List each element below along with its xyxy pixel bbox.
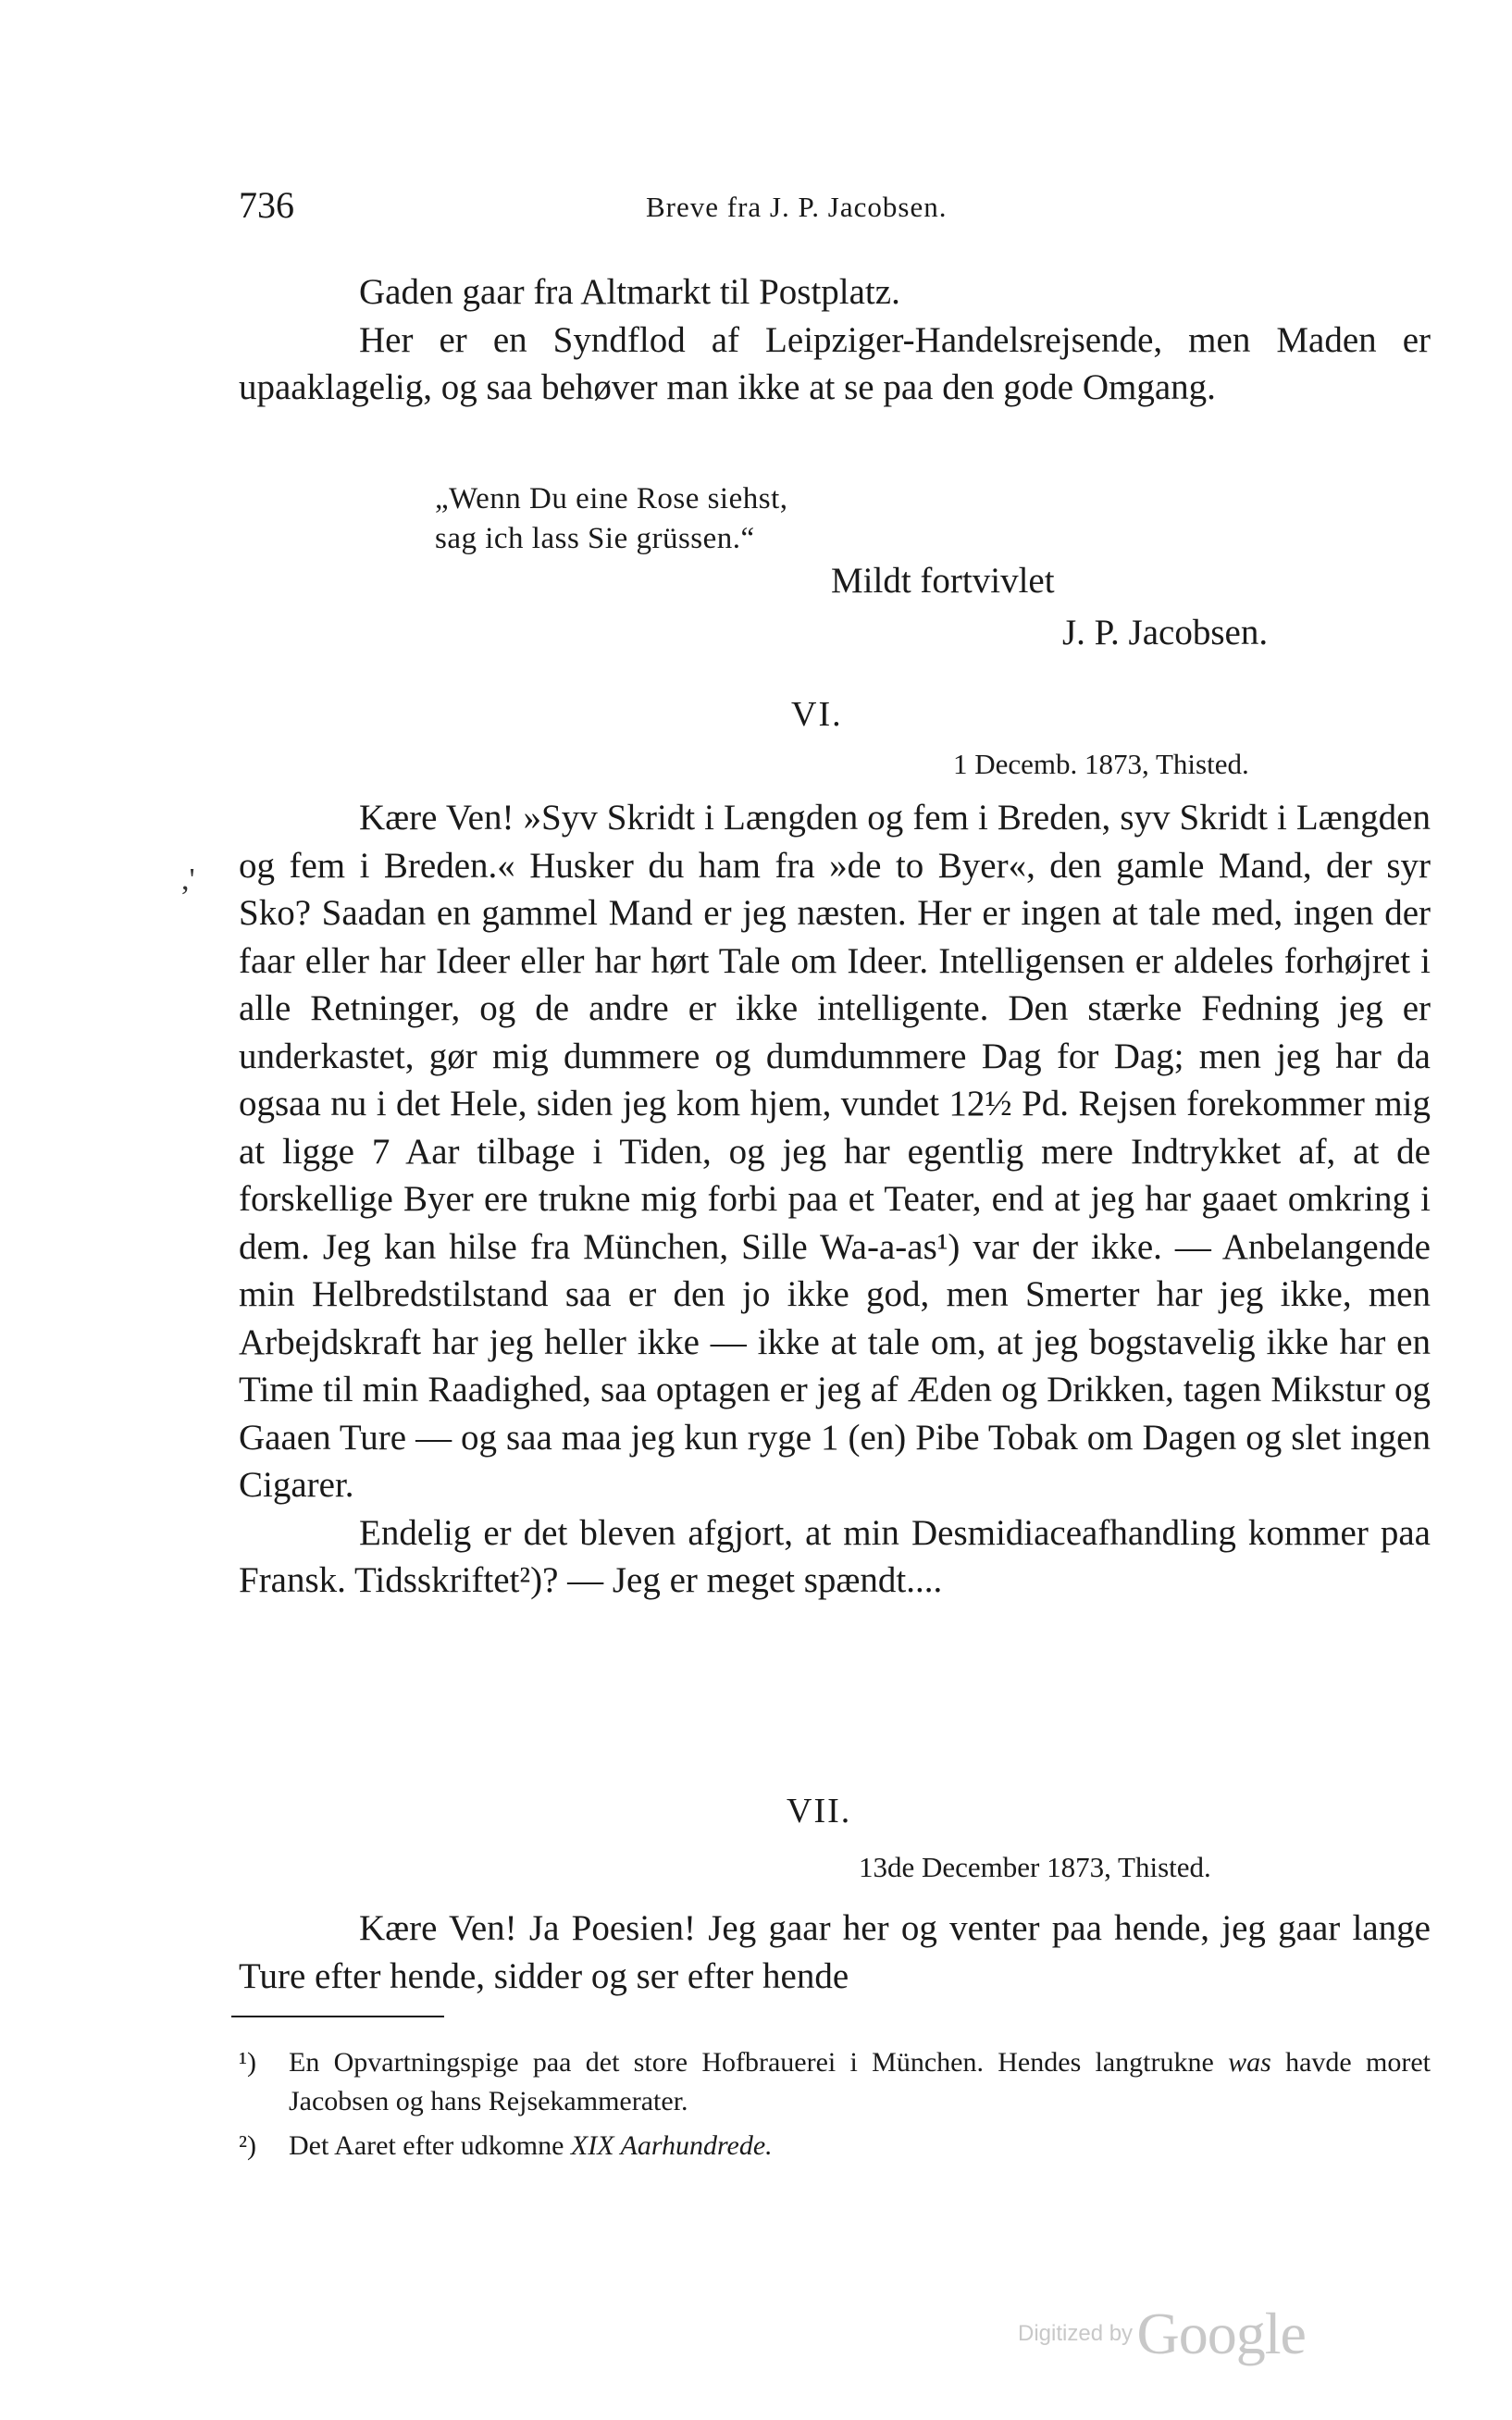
- margin-pencil-mark: ,': [181, 863, 195, 897]
- paragraph: Gaden gaar fra Altmarkt til Postplatz.: [359, 272, 900, 312]
- dateline-vii: 13de December 1873, Thisted.: [859, 1851, 1211, 1883]
- footnote-emphasis: was: [1228, 2047, 1271, 2078]
- footnotes: [231, 2043, 1431, 2171]
- footnote-marker: ¹): [239, 2047, 256, 2078]
- verse-line: sag ich lass Sie grüssen.“: [435, 522, 755, 555]
- paragraph: Her er en Syndflod af Leipziger-Handelsrejsende, men Maden er upaaklagelig, og saa behøver man ikke at se paa den gode Omgang.: [239, 319, 1431, 407]
- footnote-marker: ²): [239, 2130, 256, 2161]
- verse-quote: [435, 479, 788, 559]
- signature: J. P. Jacobsen.: [1062, 613, 1269, 652]
- footnote-emphasis: XIX Aarhundrede.: [570, 2130, 773, 2161]
- footnote-text: havde moret Jacobsen og hans Rejsekammerater.: [289, 2047, 1431, 2116]
- letter-heading-vi: VI.: [791, 695, 843, 734]
- closing-phrase: Mildt fortvivlet: [831, 561, 1055, 601]
- paragraph: Endelig er det bleven afgjort, at min Desmidiaceafhandling kommer paa Fransk. Tidsskriftet²)? — Jeg er meget spændt....: [239, 1512, 1431, 1600]
- letter-v-ending: [239, 268, 1431, 412]
- digitization-watermark: [1018, 2300, 1306, 2368]
- footnote-text: En Opvartningspige paa det store Hofbrauerei i München. Hendes langtrukne: [289, 2047, 1229, 2078]
- footnote-1: [231, 2043, 1431, 2121]
- watermark-prefix: Digitized by: [1018, 2321, 1134, 2346]
- dateline-vi: 1 Decemb. 1873, Thisted.: [953, 748, 1249, 780]
- footnote-2: [231, 2127, 1431, 2166]
- page-number: 736: [239, 184, 294, 226]
- footnote-divider: [231, 2016, 444, 2017]
- paragraph: Kære Ven! »Syv Skridt i Længden og fem i Breden, syv Skridt i Længden og fem i Breden.« Husker du ham fra »de to Byer«, den gamle Mand, der syr Sko? Saadan en gammel Mand er jeg næsten. Her er ingen at tale med, ingen der faar eller har Ideer eller har hørt Tale om Ideer. Intelligensen er aldeles forhøjret i alle Retninger, og de andre er ikke intelligente. Den stærke Fedning jeg er underkastet, gør mig dummere og dumdummere Dag for Dag; men jeg har da ogsaa nu i det Hele, siden jeg kom hjem, vundet 12½ Pd. Rejsen forekommer mig at ligge 7 Aar tilbage i Tiden, og jeg har egentlig mere Indtrykket af, at de forskellige Byer ere trukne mig forbi paa et Teater, end at jeg har gaaet omkring i dem. Jeg kan hilse fra München, Sille Wa-a-as¹) var der ikke. — Anbelangende min Helbredstilstand saa er den jo ikke god, men Smerter har jeg ikke, men Arbejdskraft har jeg heller ikke — ikke at tale om, at jeg bogstavelig ikke har en Time til min Raadighed, saa optagen er jeg af Æden og Drikken, tagen Mikstur og Gaaen Ture — og saa maa jeg kun ryge 1 (en) Pibe Tobak om Dagen og slet ingen Cigarer.: [239, 798, 1431, 1505]
- letter-heading-vii: VII.: [787, 1792, 852, 1831]
- watermark-logo: Google: [1136, 2301, 1306, 2366]
- footnote-text: Det Aaret efter udkomne: [289, 2130, 571, 2161]
- letter-vii-body: [239, 1905, 1431, 2000]
- page-header: [239, 183, 1442, 239]
- letter-vi-body: [239, 794, 1431, 1605]
- running-title: Breve fra J. P. Jacobsen.: [646, 191, 948, 223]
- paragraph: Kære Ven! Ja Poesien! Jeg gaar her og venter paa hende, jeg gaar lange Ture efter hende, sidder og ser efter hende: [239, 1908, 1431, 1996]
- verse-line: „Wenn Du eine Rose siehst,: [435, 482, 788, 515]
